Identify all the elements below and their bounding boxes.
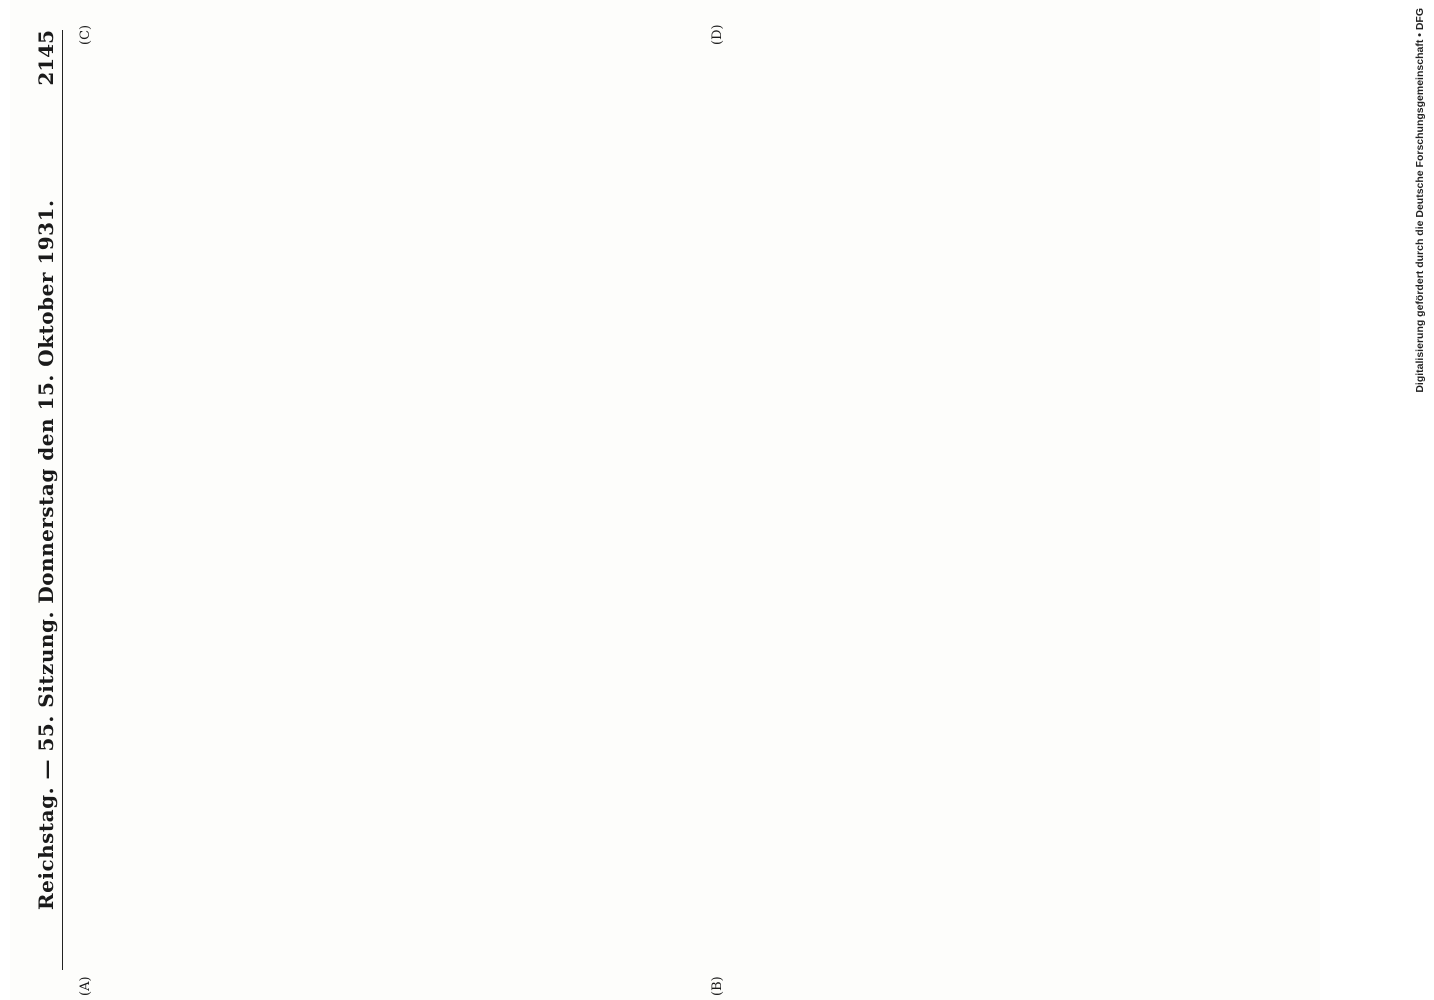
margin-letter-b: (B) (710, 976, 725, 996)
dfg-notice-text: Digitalisierung gefördert durch die Deutsche Forschungsgemeinschaft • DFG (1414, 8, 1426, 393)
left-column (72, 532, 1300, 952)
margin-letter-d: (D) (710, 24, 725, 45)
page-header (32, 30, 63, 970)
margin-letter-a: (A) (78, 976, 93, 996)
page-title: Reichstag. — 55. Sitzung. Donnerstag den 15. Oktober 1931. (34, 199, 58, 910)
page-number: 2145 (34, 30, 58, 86)
right-column (72, 58, 1300, 488)
margin-letter-c: (C) (78, 24, 93, 45)
document-page (10, 0, 1320, 1000)
dfg-notice (1414, 8, 1430, 992)
